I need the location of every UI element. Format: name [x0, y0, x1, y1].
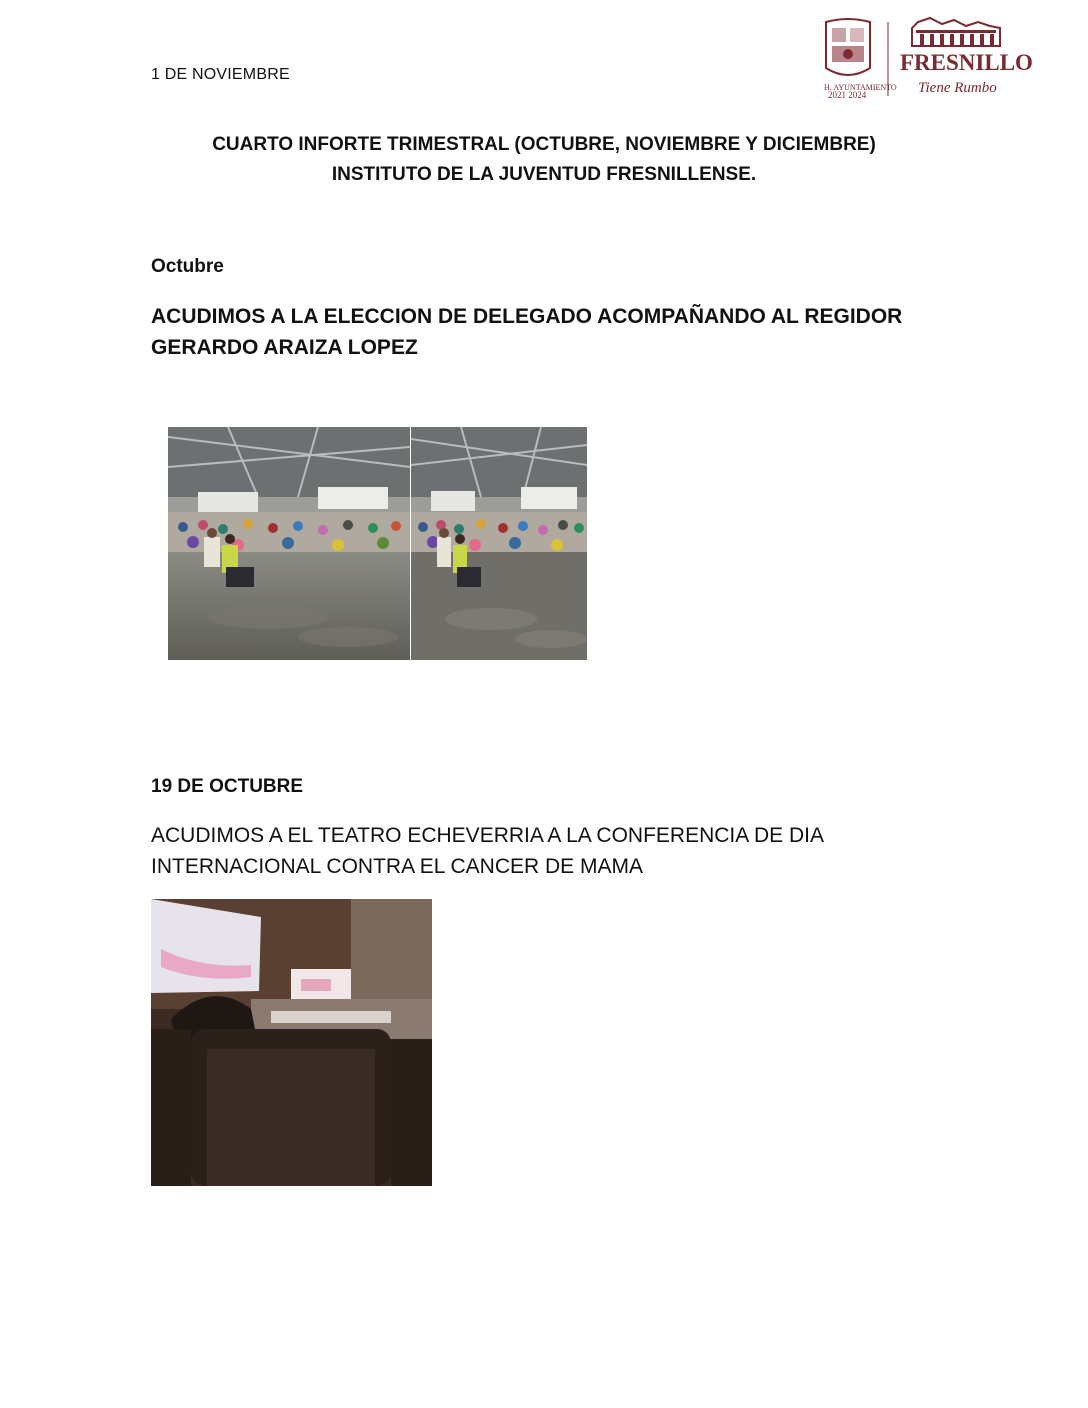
section-text-line: ACUDIMOS A LA ELECCION DE DELEGADO ACOMPAÑANDO AL REGIDOR — [151, 305, 903, 328]
title-line-1: CUARTO INFORTE TRIMESTRAL (OCTUBRE, NOVIEMBRE Y DICIEMBRE) — [212, 134, 876, 155]
section-text-line: GERARDO ARAIZA LOPEZ — [151, 336, 418, 359]
fresnillo-logo-icon — [820, 16, 1035, 102]
section-heading-19-octubre: 19 DE OCTUBRE — [151, 776, 304, 797]
municipal-seal-icon — [826, 19, 870, 75]
svg-text:FRESNILLO: FRESNILLO — [900, 50, 1033, 75]
document-title — [110, 130, 978, 190]
title-line-2: INSTITUTO DE LA JUVENTUD FRESNILLENSE. — [331, 164, 757, 185]
header-logos — [820, 16, 1035, 102]
document-date: 1 DE NOVIEMBRE — [151, 66, 290, 83]
photo-election-event-2 — [411, 427, 587, 660]
section-heading-octubre: Octubre — [151, 256, 224, 277]
section-text-line: ACUDIMOS A EL TEATRO ECHEVERRIA A LA CONFERENCIA DE DIA — [151, 824, 824, 847]
photo-theater-conference — [151, 899, 432, 1186]
section-text-19-octubre — [151, 820, 931, 882]
svg-text:2021 2024: 2021 2024 — [828, 90, 867, 100]
svg-text:H. AYUNTAMIENTO: H. AYUNTAMIENTO — [824, 83, 897, 92]
svg-text:Tiene Rumbo: Tiene Rumbo — [918, 80, 997, 96]
section-text-line: INTERNACIONAL CONTRA EL CANCER DE MAMA — [151, 855, 644, 878]
section-text-octubre — [151, 301, 931, 363]
photo-election-event-1 — [168, 427, 410, 660]
